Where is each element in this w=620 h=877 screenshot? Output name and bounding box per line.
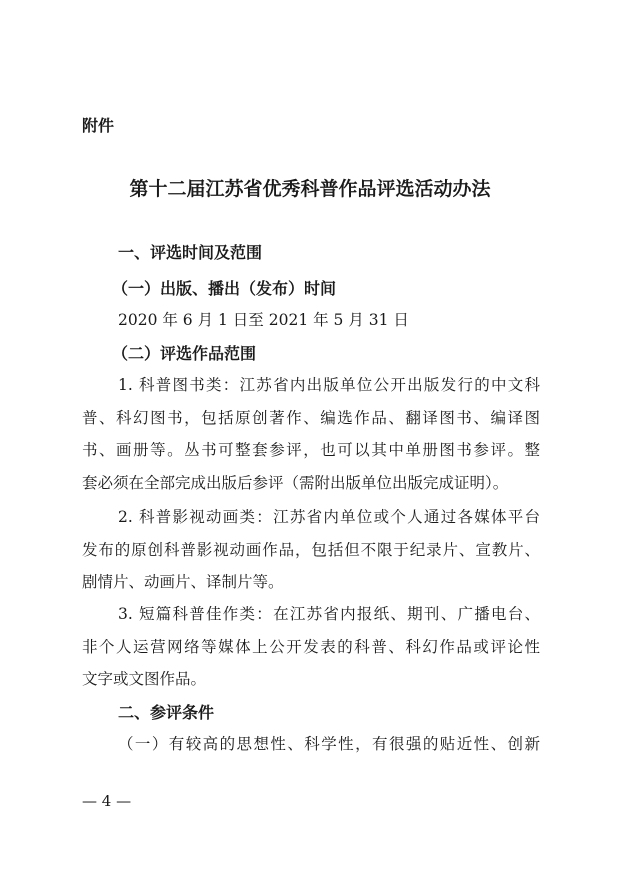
item-books-paragraph — [82, 378, 540, 508]
page-number: — 4 — — [82, 792, 132, 810]
paragraph-line: 文字或文图作品。 — [82, 670, 207, 688]
conditions-paragraph — [82, 737, 540, 770]
section-heading-1: 一、评选时间及范围 — [118, 243, 263, 262]
section-heading-2: 二、参评条件 — [118, 703, 215, 722]
paragraph-line: 剧情片、动画片、译制片等。 — [82, 573, 284, 591]
subsection-heading-time: （一）出版、播出（发布）时间 — [112, 279, 337, 298]
item-short-works-paragraph — [82, 607, 540, 705]
attachment-label: 附件 — [82, 116, 115, 135]
paragraph-line: 书、画册等。丛书可整套参评，也可以其中单册图书参评。整 — [82, 441, 540, 459]
paragraph-line: 套必须在全部完成出版后参评（需附出版单位出版完成证明）。 — [82, 473, 509, 492]
paragraph-line: 3. 短篇科普佳作类：在江苏省内报纸、期刊、广播电台、 — [118, 605, 540, 623]
date-range-text: 2020 年 6 月 1 日至 2021 年 5 月 31 日 — [118, 311, 409, 329]
paragraph-line: 2. 科普影视动画类：江苏省内单位或个人通过各媒体平台 — [118, 508, 540, 526]
item-video-paragraph — [82, 510, 540, 608]
paragraph-line: 普、科幻图书，包括原创著作、编选作品、翻译图书、编译图 — [82, 408, 540, 427]
paragraph-line: 1. 科普图书类：江苏省内出版单位公开出版发行的中文科 — [118, 376, 540, 394]
page-title: 第十二届江苏省优秀科普作品评选活动办法 — [129, 178, 491, 200]
paragraph-line: 非个人运营网络等媒体上公开发表的科普、科幻作品或评论性 — [82, 637, 540, 656]
subsection-heading-scope: （二）评选作品范围 — [112, 344, 257, 363]
paragraph-line: 发布的原创科普影视动画作品，包括但不限于纪录片、宣教片、 — [82, 540, 540, 559]
paragraph-line: （一）有较高的思想性、科学性，有很强的贴近性、创新 — [118, 735, 540, 753]
